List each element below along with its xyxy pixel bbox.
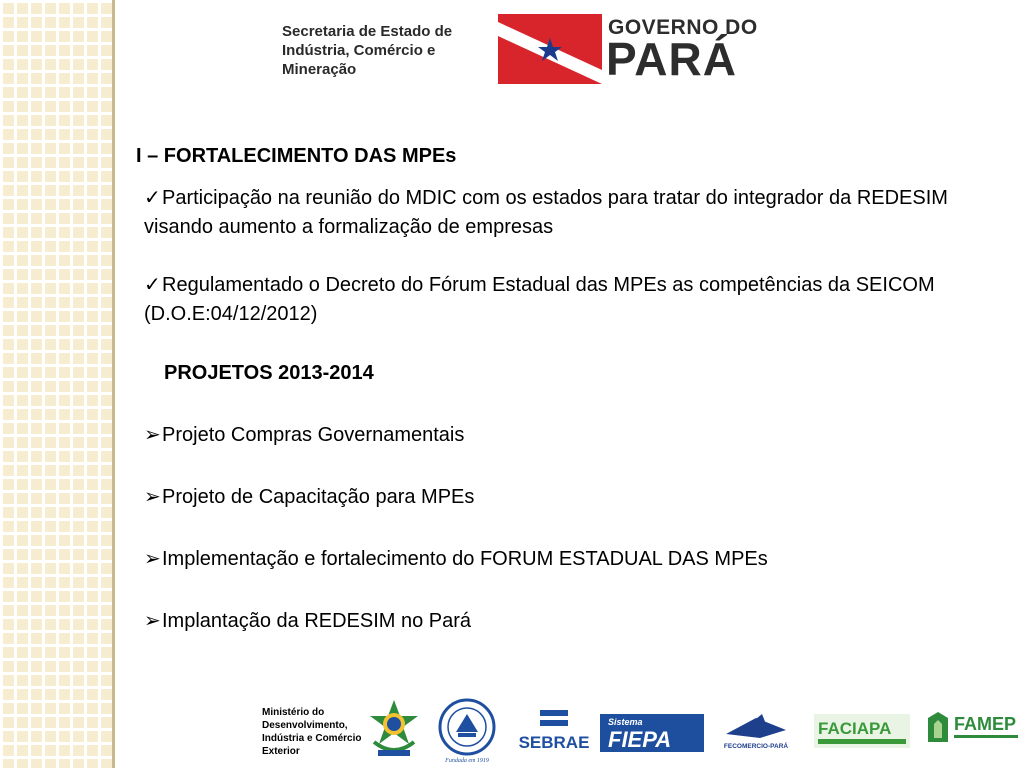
assoc-caption: Fundada em 1919	[445, 758, 489, 764]
checkmark-icon: ✓	[144, 274, 161, 296]
project-item	[144, 545, 1006, 573]
project-item	[144, 607, 1006, 635]
fiepa-logo	[600, 714, 704, 752]
ministry-label: Ministério do Desenvolvimento, Indústria e Comércio Exterior	[262, 707, 362, 757]
para-label: PARÁ	[606, 33, 737, 85]
famep-text: FAMEP	[954, 714, 1017, 734]
fecomercio-text: FECOMERCIO-PARÁ	[723, 743, 789, 750]
arrow-bullet-icon: ➢	[144, 610, 161, 632]
check-item-text: Participação na reunião do MDIC com os estados para tratar do integrador da REDESIM visando aumento a formalização de empresas	[144, 187, 948, 238]
secretaria-line-1: Secretaria de Estado de	[282, 23, 453, 40]
project-item	[144, 483, 1006, 511]
secretaria-line-3: Mineração	[282, 61, 357, 78]
sebrae-logo	[514, 708, 594, 756]
checkmark-icon: ✓	[144, 187, 161, 209]
project-item-text: Implantação da REDESIM no Pará	[162, 610, 472, 632]
secretaria-logo	[282, 22, 452, 79]
decorative-grid-stripe	[0, 0, 112, 768]
sebrae-text: SEBRAE	[518, 733, 590, 752]
check-item	[144, 271, 974, 329]
project-item-text: Projeto Compras Governamentais	[162, 424, 465, 446]
project-item	[144, 421, 1006, 449]
governo-do-para-logo	[498, 14, 768, 84]
project-item-text: Implementação e fortalecimento do FORUM ESTADUAL DAS MPEs	[162, 548, 768, 570]
para-flag-icon	[498, 14, 602, 84]
faciapa-logo	[814, 714, 910, 748]
fecomercio-logo	[720, 712, 792, 758]
governo-label: GOVERNO DO	[608, 16, 758, 39]
secretaria-line-2: Indústria, Comércio e	[282, 42, 436, 59]
fiepa-text: FIEPA	[608, 727, 672, 752]
arrow-bullet-icon: ➢	[144, 424, 161, 446]
famep-logo	[924, 708, 1022, 746]
slide-content	[136, 142, 1006, 635]
check-item-text: Regulamentado o Decreto do Fórum Estadual das MPEs as competências da SEICOM (D.O.E:04/12/2012)	[144, 274, 935, 325]
section-heading: I – FORTALECIMENTO DAS MPEs	[136, 145, 457, 167]
project-item-text: Projeto de Capacitação para MPEs	[162, 486, 475, 508]
associacao-comercial-seal-icon	[438, 698, 496, 764]
check-item	[144, 184, 974, 242]
brazil-coat-of-arms-icon	[366, 698, 422, 760]
projects-title: PROJETOS 2013-2014	[164, 362, 374, 384]
fiepa-small-text: Sistema	[608, 717, 643, 727]
arrow-bullet-icon: ➢	[144, 548, 161, 570]
stripe-divider	[112, 0, 115, 768]
arrow-bullet-icon: ➢	[144, 486, 161, 508]
faciapa-text: FACIAPA	[818, 719, 892, 738]
